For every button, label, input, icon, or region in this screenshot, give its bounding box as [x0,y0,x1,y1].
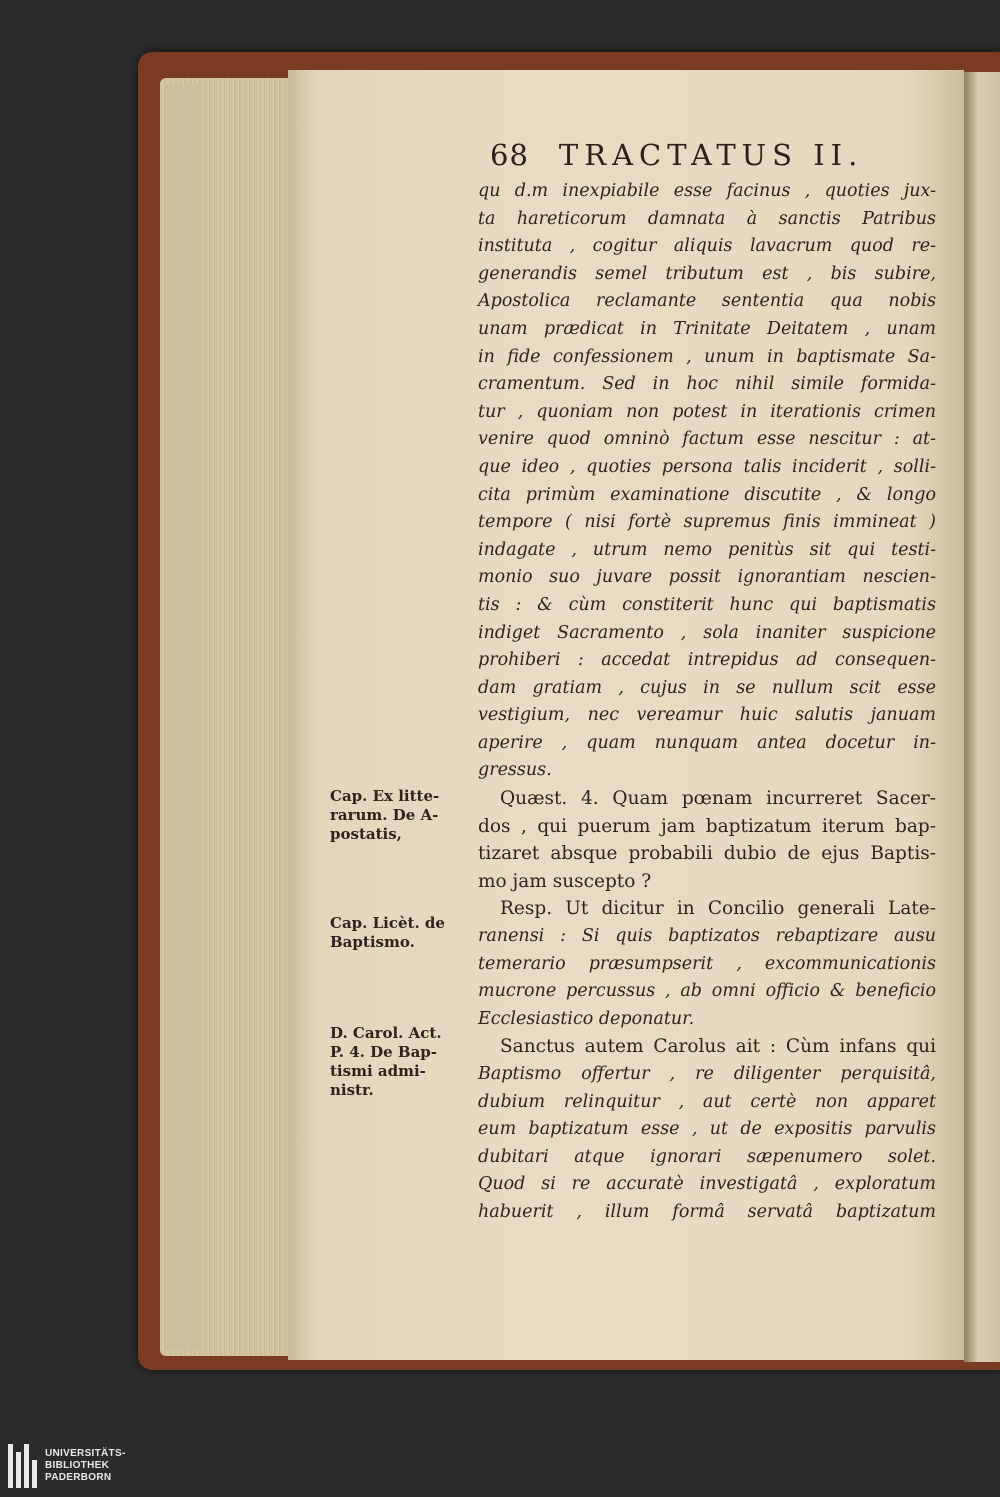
text-line: tis : & cùm constiterit hunc qui baptismatis [478,594,936,615]
text-line: tizaret absque probabili dubio de ejus Baptis- [478,843,936,865]
margin-note-line: tismi admi- [330,1062,426,1080]
running-title: TRACTATUS II. [558,138,864,172]
text-line: indagate , utrum nemo penitùs sit qui testi- [478,539,936,560]
text-line: temerario præsumpserit , excommunicationis [478,953,936,974]
text-line: eum baptizatum esse , ut de expositis parvulis [478,1119,936,1140]
text-line: aperire , quam nunquam antea docetur in- [478,732,936,753]
endpaper [165,85,200,1350]
running-head [490,138,910,172]
margin-note-line: Cap. Ex litte- [330,787,440,805]
text-line: Apostolica reclamante sententia qua nobis [478,291,936,312]
text-line: dubitari atque ignorari sæpenumero solet. [478,1146,936,1167]
text-line: gressus. [478,760,552,781]
text-line: Quod si re accuratè investigatâ , exploratum [478,1174,936,1195]
text-line: que ideo , quoties persona talis inciderit , solli- [478,456,936,477]
text-line: dubium relinquitur , aut certè non apparet [478,1091,936,1112]
text-line: generandis semel tributum est , bis subire, [478,263,936,284]
margin-note-1 [330,787,460,844]
text-line: mucrone percussus , ab omni officio & beneficio [478,981,936,1002]
facing-page-edge [964,72,1000,1362]
page-number: 68 [490,138,529,172]
text-line: dos , qui puerum jam baptizatum iterum bap- [478,815,936,837]
text-line: instituta , cogitur aliquis lavacrum quod re- [478,236,936,257]
text-line: Quæst. 4. Quam pœnam incurreret Sacer- [500,788,936,810]
text-line: Ecclesiastico deponatur. [478,1008,695,1029]
library-logo [8,1444,126,1488]
text-line: cramentum. Sed in hoc nihil simile formida- [478,374,936,395]
margin-note-line: Baptismo. [330,933,415,951]
text-line: habuerit , illum formâ servatâ baptizatum [478,1201,936,1222]
text-line: qu d.m inexpiabile esse facinus , quoties jux- [478,181,936,201]
text-line: Sanctus autem Carolus ait : Cùm infans qui [500,1036,936,1058]
margin-note-line: postatis, [330,825,402,843]
text-line: cita primùm examinatione discutite , & longo [478,484,936,505]
text-line: Resp. Ut dicitur in Concilio generali Late- [500,898,936,920]
body-text [478,178,936,1227]
text-line: in fide confessionem , unum in baptismate Sa- [478,346,936,367]
margin-note-line: nistr. [330,1081,374,1099]
margin-note-line: P. 4. De Bap- [330,1043,438,1061]
text-line: monio suo juvare possit ignorantiam nescien- [478,567,936,588]
text-line: tempore ( nisi fortè supremus finis immineat ) [478,512,936,533]
margin-note-line: D. Carol. Act. [330,1024,442,1042]
text-line: unam prædicat in Trinitate Deitatem , unam [478,318,936,339]
logo-text: UNIVERSITÄTS- BIBLIOTHEK PADERBORN [45,1448,126,1483]
text-line: ranensi : Si quis baptizatos rebaptizare ausu [478,926,936,947]
logo-bars-icon [8,1444,37,1488]
text-line: mo jam suscepto ? [478,870,652,892]
text-line: Baptismo offertur , re diligenter perquisitâ, [478,1064,936,1084]
margin-note-line: Cap. Licèt. de [330,914,445,932]
text-line: venire quod omninò factum esse nescitur : at- [478,429,936,450]
margin-note-line: rarum. De A- [330,806,439,824]
text-line: indiget Sacramento , sola inaniter suspicione [478,622,936,643]
text-line: ta hareticorum damnata à sanctis Patribus [478,208,936,229]
margin-note-2 [330,914,460,952]
text-line: prohiberi : accedat intrepidus ad consequen- [478,650,936,671]
margin-note-3 [330,1024,460,1100]
text-line: vestigium, nec vereamur huic salutis januam [478,705,936,726]
text-line: dam gratiam , cujus in se nullum scit esse [478,677,936,698]
text-line: tur , quoniam non potest in iterationis crimen [478,401,936,422]
